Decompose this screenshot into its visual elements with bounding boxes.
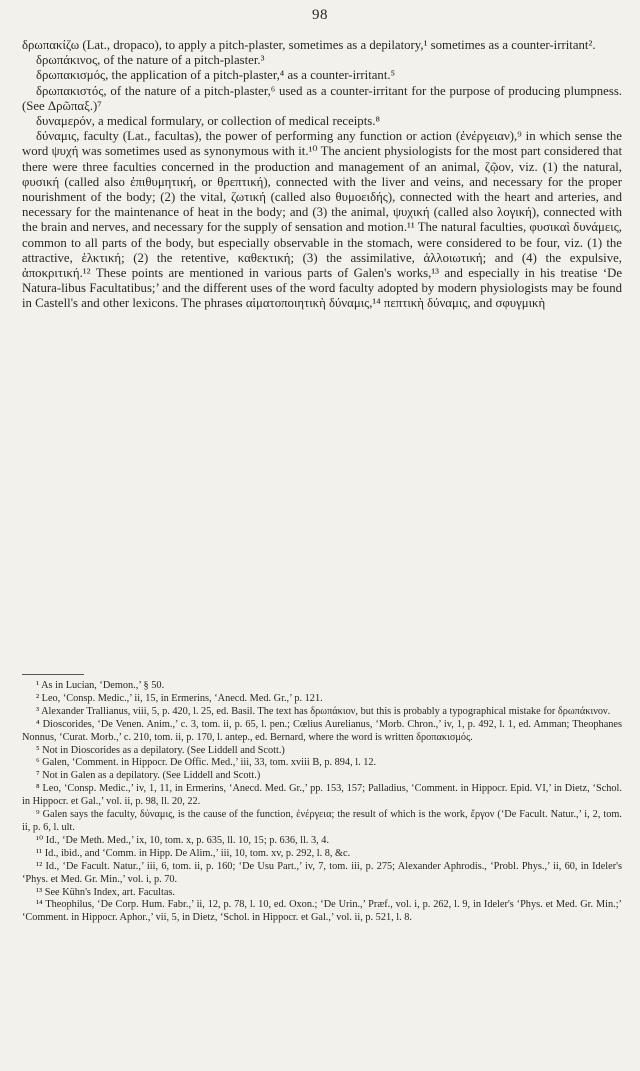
entry-dynameron: δυναμερόν, a medical formulary, or collection of medical receipts.⁸ <box>36 114 380 129</box>
footnote-11: ¹¹ Id., ibid., and ‘Comm. in Hipp. De Alim.,’ iii, 10, tom. xv, p. 292, l. 8, &c. <box>36 847 351 859</box>
entry-dynamis: δύναμις, faculty (Lat., facultas), the power of performing any function or action (ἐνέργειαν),⁹ in which sense the word ψυχή was sometimes used as synonymous with it.¹⁰ The ancient physiologists for the most part considered that there were three faculties concerned in the production and management of an animal, ζῷον, viz. (1) the natural, φυσική (called also ἐπιθυμητική, or θρεπτική), connected with the liver and veins, and necessary for the proper nourishment of the body; (2) the vital, ζωτική (called also θυμοειδής), connected with the heart and arteries, and necessary for the maintenance of heat in the body; and (3) the animal, ψυχική (called also λογική), connected with the brain and nerves, and necessary for the supply of sensation and motion.¹¹ The natural faculties, φυσικαὶ δυνάμεις, common to all parts of the body, but especially observable in the stomach, were considered to be four, viz. (1) the attractive, ἑλκτική; (2) the retentive, καθεκτική; (3) the assimilative, ἀλλοιωτική; and (4) the expulsive, ἀποκριτική.¹² These points are mentioned in various parts of Galen's works,¹³ and especially in his treatise ‘De Natura-libus Facultatibus;’ and the different uses of the word faculty adopted by modern physiologists may be found in Castell's and other lexicons. The phrases αἱματοποιητικὴ δύναμις,¹⁴ πεπτικὴ δύναμις, and σφυγμικὴ <box>22 129 622 311</box>
page-number: 98 <box>312 7 328 23</box>
footnote-1: ¹ As in Lucian, ‘Demon.,’ § 50. <box>36 680 165 691</box>
footnotes <box>22 680 622 925</box>
footnote-13: ¹³ See Kühn's Index, art. Facultas. <box>36 886 175 898</box>
footnote-5: ⁵ Not in Dioscorides as a depilatory. (See Liddell and Scott.) <box>36 744 285 756</box>
main-text <box>22 38 622 312</box>
entry-dropakismos: δρωπακισμός, the application of a pitch-plaster,⁴ as a counter-irritant.⁵ <box>36 68 396 83</box>
footnote-10: ¹⁰ Id., ‘De Meth. Med.,’ ix, 10, tom. x, p. 635, ll. 10, 15; p. 636, ll. 3, 4. <box>36 834 330 846</box>
footnote-3: ³ Alexander Trallianus, viii, 5, p. 420, l. 25, ed. Basil. The text has δρωπάκιον, but this is probably a typographical mistake for δρωπάκινον. <box>36 705 611 717</box>
footnote-7: ⁷ Not in Galen as a depilatory. (See Liddell and Scott.) <box>36 770 261 782</box>
footnote-9: ⁹ Galen says the faculty, δύναμις, is the cause of the function, ἐνέργεια; the result of which is the work, ἔργον (‘De Facult. Natur.,’ i, 2, tom. ii, p. 6, l. ult. <box>22 809 622 833</box>
footnote-6: ⁶ Galen, ‘Comment. in Hippocr. De Offic. Med.,’ iii, 33, tom. xviii B, p. 894, l. 12. <box>36 757 377 769</box>
footnote-8: ⁸ Leo, ‘Consp. Medic.,’ iv, 1, 11, in Ermerins, ‘Anecd. Med. Gr.,’ pp. 153, 157; Palladius, ‘Comment. in Hippocr. Epid. VI,’ in Dietz, ‘Schol. in Hippocr. et Gal.,’ vol. ii, p. 98, ll. 20, 22. <box>22 783 622 808</box>
footnote-divider <box>22 674 84 675</box>
footnote-2: ² Leo, ‘Consp. Medic.,’ ii, 15, in Ermerins, ‘Anecd. Med. Gr.,’ p. 121. <box>36 692 323 704</box>
entry-dropakizo: δρωπακίζω (Lat., dropaco), to apply a pitch-plaster, sometimes as a depilatory,¹ sometimes as a counter-irritant². <box>22 38 596 52</box>
entry-dropakistos: δρωπακιστός, of the nature of a pitch-plaster,⁶ used as a counter-irritant for the purpose of producing plumpness. (See Δρῶπαξ.)⁷ <box>22 83 622 113</box>
entry-dropakinos: δρωπάκινος, of the nature of a pitch-plaster.³ <box>36 53 265 68</box>
footnote-12: ¹² Id., ‘De Facult. Natur.,’ iii, 6, tom. ii, p. 160; ‘De Usu Part.,’ iv, 7, tom. iii, p. 275; Alexander Aphrodis., ‘Probl. Phys.,’ ii, 60, in Ideler's ‘Phys. et Med. Gr. Min.,’ vol. i, p. 70. <box>22 860 622 885</box>
footnote-4: ⁴ Dioscorides, ‘De Venen. Anim.,’ c. 3, tom. ii, p. 65, l. pen.; Cœlius Aurelianus, ‘Morb. Chron.,’ iv, 1, p. 492, l. 1, ed. Amman; Theophanes Nonnus, ‘Curat. Morb.,’ c. 210, tom. ii, p. 170, l. antep., ed. Bernard, where the word is written δροπακισμός. <box>22 718 622 743</box>
footnote-14: ¹⁴ Theophilus, ‘De Corp. Hum. Fabr.,’ ii, 12, p. 78, l. 10, ed. Oxon.; ‘De Urin.,’ Præf., vol. i, p. 262, l. 9, in Ideler's ‘Phys. et Med. Gr. Min.;’ ‘Comment. in Hippocr. Aphor.,’ vii, 5, in Dietz, ‘Schol. in Hippocr. et Gal.,’ vol. ii, p. 521, l. 8. <box>22 899 622 924</box>
